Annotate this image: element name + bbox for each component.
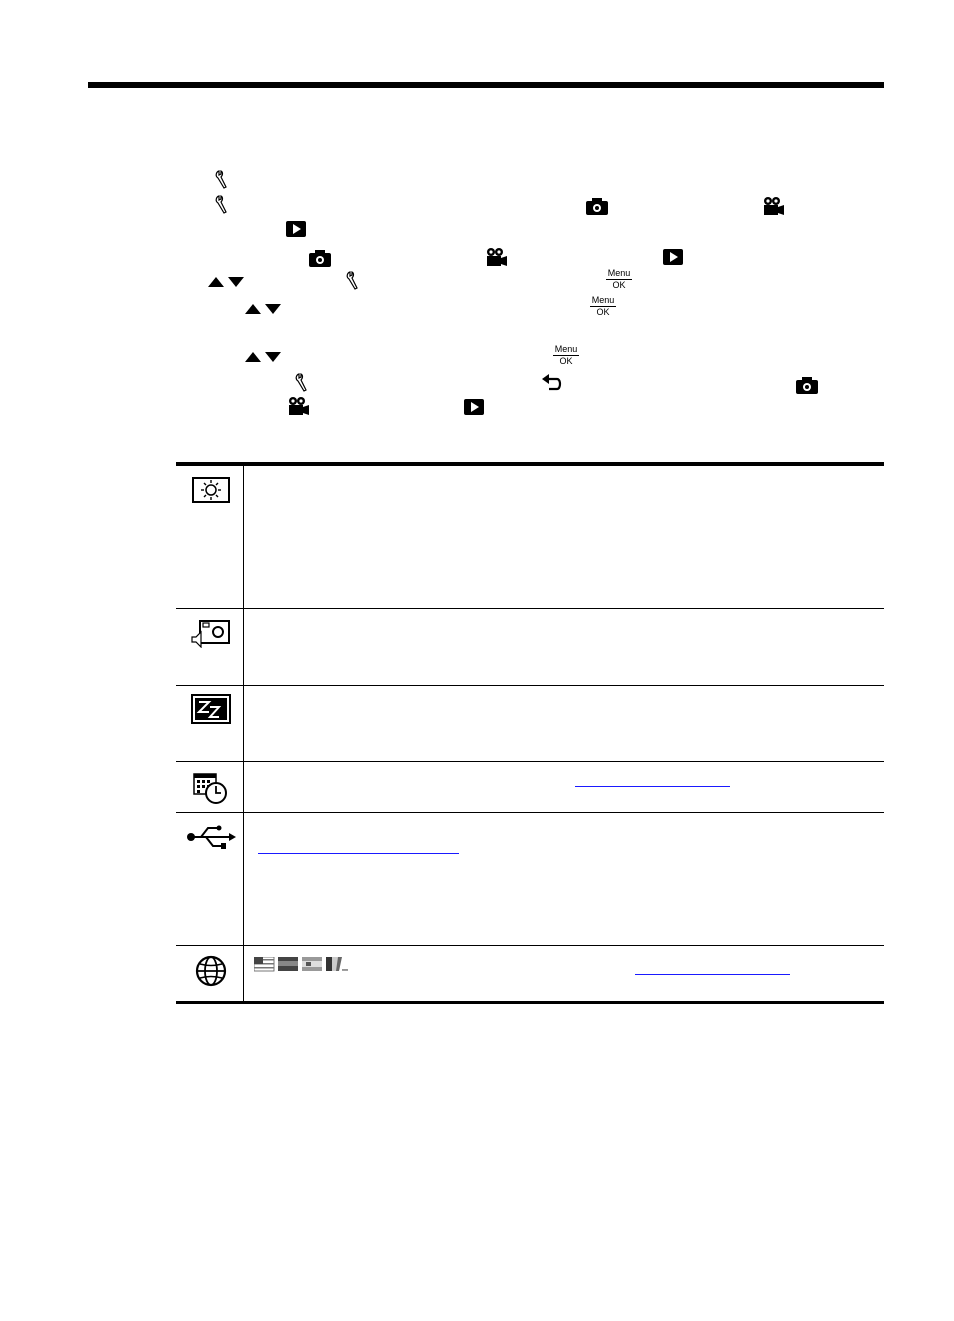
ok-label: OK: [596, 307, 610, 317]
playback-icon: [464, 399, 484, 415]
wrench-icon: [294, 373, 310, 393]
up-down-arrows-icon: [208, 276, 246, 288]
playback-icon: [286, 221, 306, 237]
menu-label: Menu: [591, 295, 615, 305]
menu-label: Menu: [607, 268, 631, 278]
date-time-icon: [193, 770, 229, 804]
back-arrow-icon: [541, 374, 563, 392]
camera-sounds-icon: [191, 618, 231, 648]
video-camera-icon: [485, 247, 507, 267]
cross-reference-link[interactable]: [258, 853, 459, 854]
usb-icon: [186, 825, 236, 851]
camera-icon: [309, 250, 331, 267]
ok-label: OK: [559, 356, 573, 366]
playback-icon: [663, 249, 683, 265]
wrench-icon: [345, 271, 361, 291]
menu-ok-button-icon: [606, 269, 632, 290]
top-rule: [88, 82, 884, 88]
display-brightness-icon: [192, 477, 230, 503]
camera-icon: [586, 198, 608, 215]
cross-reference-link[interactable]: [575, 786, 730, 787]
language-flags-icon: [254, 957, 348, 973]
menu-label: Menu: [554, 344, 578, 354]
table-bottom-rule: [176, 1001, 884, 1004]
table-column-divider: [243, 466, 244, 1001]
language-globe-icon: [195, 955, 227, 987]
sleep-timeout-icon: [191, 694, 231, 724]
video-camera-icon: [762, 196, 784, 216]
table-row: [176, 685, 884, 762]
up-down-arrows-icon: [245, 351, 283, 363]
table-row: [176, 945, 884, 1001]
wrench-icon: [214, 170, 230, 190]
menu-ok-button-icon: [590, 296, 616, 317]
up-down-arrows-icon: [245, 303, 283, 315]
ok-label: OK: [612, 280, 626, 290]
wrench-icon: [214, 195, 230, 215]
table-row: [176, 812, 884, 946]
table-row: [176, 466, 884, 609]
cross-reference-link[interactable]: [635, 974, 790, 975]
menu-ok-button-icon: [553, 345, 579, 366]
table-row: [176, 761, 884, 813]
video-camera-icon: [287, 396, 309, 416]
camera-icon: [796, 377, 818, 394]
table-row: [176, 608, 884, 686]
